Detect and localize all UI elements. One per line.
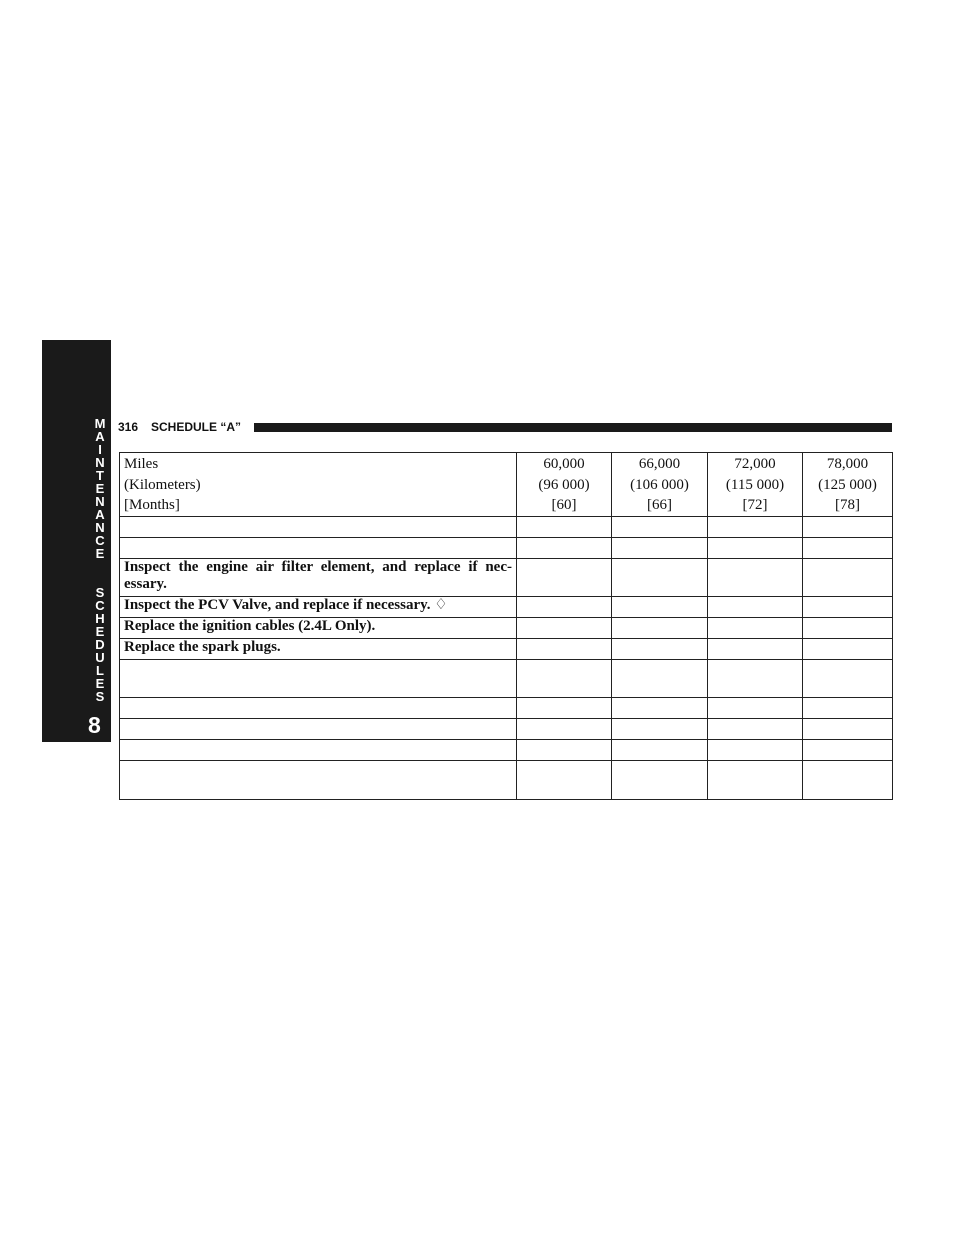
page-title: SCHEDULE “A” [151, 420, 242, 434]
table-row [120, 597, 893, 618]
check-cell [803, 597, 893, 618]
check-cell [517, 719, 612, 740]
page-header [118, 419, 892, 437]
table-row [120, 740, 893, 761]
check-cell [803, 559, 893, 597]
table-row [120, 517, 893, 538]
side-letter: L [96, 663, 104, 678]
interval-miles: 78,000 [826, 456, 869, 472]
header-rule [254, 423, 892, 432]
task-cell [120, 517, 517, 538]
check-cell [517, 517, 612, 538]
kilometers-label: (Kilometers) [124, 476, 201, 493]
check-cell [803, 719, 893, 740]
interval-header-cell [517, 453, 612, 517]
maintenance-schedule-table [119, 452, 893, 800]
table-row [120, 761, 893, 800]
check-cell [708, 538, 803, 559]
check-cell [708, 698, 803, 719]
table-row [120, 660, 893, 698]
check-cell [517, 597, 612, 618]
check-cell [612, 538, 708, 559]
check-cell [708, 740, 803, 761]
interval-months: [60] [551, 497, 577, 513]
side-letter: E [95, 481, 105, 496]
check-cell [803, 740, 893, 761]
task-cell: Replace the ignition cables (2.4L Only). [120, 618, 517, 639]
side-letter: M [94, 416, 106, 431]
check-cell [612, 517, 708, 538]
side-letter: C [95, 598, 105, 613]
check-cell [708, 559, 803, 597]
side-letter: I [98, 442, 102, 457]
side-letter: D [95, 637, 105, 652]
table-row [120, 538, 893, 559]
interval-header-cell [708, 453, 803, 517]
header-labels-cell [120, 453, 517, 517]
side-letter: H [95, 611, 105, 626]
task-cell [120, 740, 517, 761]
check-cell [708, 719, 803, 740]
check-cell [612, 719, 708, 740]
check-cell [517, 698, 612, 719]
check-cell [612, 761, 708, 800]
side-letter: E [95, 624, 105, 639]
interval-km: (106 000) [630, 476, 689, 493]
check-cell [803, 698, 893, 719]
side-letter: E [95, 546, 105, 561]
table-row [120, 719, 893, 740]
interval-header-cell [803, 453, 893, 517]
page-number: 316 [118, 420, 139, 434]
check-cell [517, 559, 612, 597]
interval-months: [72] [742, 497, 768, 513]
side-letter: S [95, 689, 105, 704]
side-letter: S [95, 585, 105, 600]
check-cell [517, 538, 612, 559]
check-cell [708, 517, 803, 538]
side-letter: A [95, 507, 105, 522]
check-cell [612, 559, 708, 597]
table-row [120, 559, 893, 597]
check-cell [803, 517, 893, 538]
check-cell [708, 597, 803, 618]
side-letter: U [95, 650, 105, 665]
check-cell [517, 761, 612, 800]
check-cell [612, 740, 708, 761]
table-row [120, 698, 893, 719]
check-cell [612, 597, 708, 618]
task-cell [120, 698, 517, 719]
check-cell [708, 639, 803, 660]
check-cell [612, 639, 708, 660]
check-cell [517, 618, 612, 639]
side-letter: C [95, 533, 105, 548]
task-cell [120, 719, 517, 740]
task-cell [120, 538, 517, 559]
task-cell: Replace the spark plugs. [120, 639, 517, 660]
check-cell [517, 740, 612, 761]
interval-miles: 60,000 [543, 456, 585, 472]
interval-months: [66] [647, 497, 672, 513]
check-cell [517, 639, 612, 660]
check-cell [803, 639, 893, 660]
check-cell [708, 618, 803, 639]
miles-label: Miles [124, 456, 159, 472]
interval-km: (96 000) [538, 476, 590, 493]
interval-miles: 72,000 [734, 456, 776, 472]
table-header-row [120, 453, 893, 517]
interval-km: (125 000) [818, 476, 877, 493]
months-label: [Months] [124, 497, 180, 513]
check-cell [708, 761, 803, 800]
interval-months: [78] [835, 497, 860, 513]
side-letter: T [96, 468, 104, 483]
check-cell [612, 618, 708, 639]
task-cell [120, 761, 517, 800]
side-letter: A [95, 429, 105, 444]
check-cell [803, 538, 893, 559]
side-letter: N [95, 455, 105, 470]
interval-miles: 66,000 [638, 456, 681, 472]
task-cell: Inspect the engine air filter element, and replace if nec-essary. [120, 559, 517, 597]
task-cell [120, 660, 517, 698]
interval-header-cell [612, 453, 708, 517]
chapter-number: 8 [88, 712, 101, 738]
side-letter: N [95, 494, 105, 509]
check-cell [803, 660, 893, 698]
check-cell [708, 660, 803, 698]
check-cell [612, 698, 708, 719]
task-cell: Inspect the PCV Valve, and replace if necessary. ♢ [120, 597, 517, 618]
check-cell [803, 618, 893, 639]
side-letter: N [95, 520, 105, 535]
check-cell [803, 761, 893, 800]
check-cell [612, 660, 708, 698]
table-row [120, 618, 893, 639]
interval-km: (115 000) [725, 476, 785, 493]
check-cell [517, 660, 612, 698]
table-row [120, 639, 893, 660]
side-letter: E [95, 676, 105, 691]
